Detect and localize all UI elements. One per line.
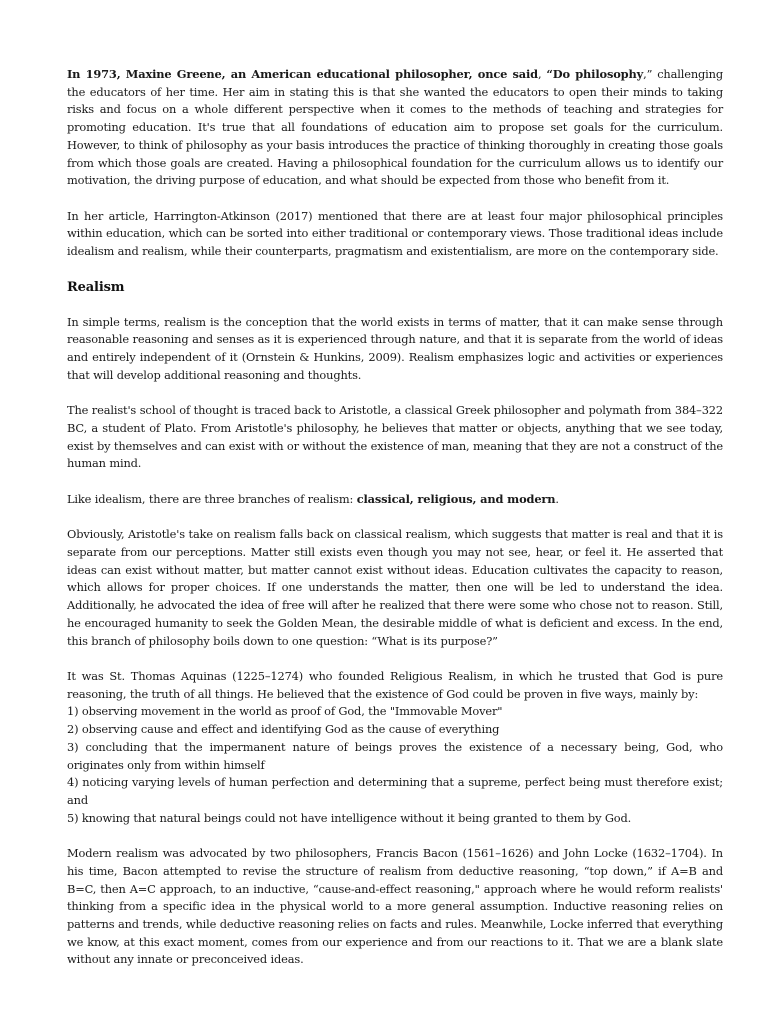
branches-lead: Like idealism, there are three branches of realism: [67, 491, 357, 506]
paragraph-realism-branches [67, 491, 723, 509]
paragraph-modern-realism: Modern realism was advocated by two philosophers, Francis Bacon (1561–1626) and John Locke (1632–1704). In his time, Bacon attempted to revise the structure of realism from deductive reasoning, “top down,” if A=B and B=C, then A=C approach, to an inductive, “cause-and-effect reasoning," approach where he would reform realists' thinking from a specific idea in the physical world to a more general assumption. Inductive reasoning relies on patterns and trends, while deductive reasoning relies on facts and rules. Meanwhile, Locke inferred that everything we know, at this exact moment, comes from our experience and from our reactions to it. That we are a blank slate without any innate or preconceived ideas. [67, 846, 723, 967]
heading-realism: Realism [67, 279, 125, 295]
paragraph-aristotle-origin: The realist's school of thought is traced back to Aristotle, a classical Greek philosopher and polymath from 384–322 BC, a student of Plato. From Aristotle's philosophy, he believes that matter or objects, anything that we see today, exist by themselves and can exist with or without the existence of man, meaning that they are not a construct of the human mind. [67, 403, 723, 471]
list-item: 1) observing movement in the world as proof of God, the "Immovable Mover" [67, 704, 503, 719]
branches-end: . [555, 491, 559, 506]
paragraph-classical-realism: Obviously, Aristotle's take on realism falls back on classical realism, which suggests that matter is real and that it is separate from our perceptions. Matter still exists even though you may not see, hear, or feel it. He asserted that ideas can exist without matter, but matter cannot exist without ideas. Education cultivates the capacity to reason, which allows for proper choices. If one understands the matter, then one will be led to understand the idea. Additionally, he advocated the idea of free will after he realized that there were some who chose not to reason. Still, he encouraged humanity to seek the Golden Mean, the desirable middle of what is deficient and excess. In the end, this branch of philosophy boils down to one question: “What is its purpose?” [67, 527, 723, 648]
list-item: 4) noticing varying levels of human perfection and determining that a supreme, perfect being must therefore exist; and [67, 775, 723, 807]
intro-separator: , [537, 67, 547, 81]
intro-body: challenging the educators of her time. Her aim in stating this is that she wanted the educators to open their minds to taking risks and focus on a whole different perspective when it comes to the methods of teaching and strategies for promoting education. It's true that all foundations of education aim to propose set goals for the curriculum. However, to think of philosophy as your basis introduces the practice of thinking thoroughly in creating those goals from which those goals are created. Having a philosophical foundation for the curriculum allows us to identify our motivation, the driving purpose of education, and what should be expected from those who benefit from it. [67, 67, 723, 188]
religious-realism-intro: It was St. Thomas Aquinas (1225–1274) who founded Religious Realism, in which he trusted that God is pure reasoning, the truth of all things. He believed that the existence of God could be proven in five ways, mainly by: [67, 669, 723, 701]
list-item: 5) knowing that natural beings could not have intelligence without it being granted to them by God. [67, 810, 632, 825]
list-item: 2) observing cause and effect and identifying God as the cause of everything [67, 722, 500, 737]
intro-quote-end: ,” [643, 67, 653, 81]
document-page [67, 66, 723, 987]
intro-quote-bold: “Do philosophy [546, 67, 644, 81]
paragraph-religious-realism [67, 668, 723, 827]
branches-bold: classical, religious, and modern [356, 491, 556, 506]
intro-paragraph [67, 66, 723, 190]
paragraph-realism-definition: In simple terms, realism is the conception that the world exists in terms of matter, that it can make sense through reasonable reasoning and senses as it is experienced through nature, and that it is separate from the world of ideas and entirely independent of it (Ornstein & Hunkins, 2009). Realism emphasizes logic and activities or experiences that will develop additional reasoning and thoughts. [67, 314, 723, 382]
paragraph-philosophical-principles: In her article, Harrington-Atkinson (2017) mentioned that there are at least four major philosophical principles within education, which can be sorted into either traditional or contemporary views. Those traditional ideas include idealism and realism, while their counterparts, pragmatism and existentialism, are more on the contemporary side. [67, 208, 723, 259]
list-item: 3) concluding that the impermanent nature of beings proves the existence of a necessary being, God, who originates only from within himself [67, 739, 723, 772]
intro-lead-bold: In 1973, Maxine Greene, an American educational philosopher, once said [67, 67, 538, 81]
